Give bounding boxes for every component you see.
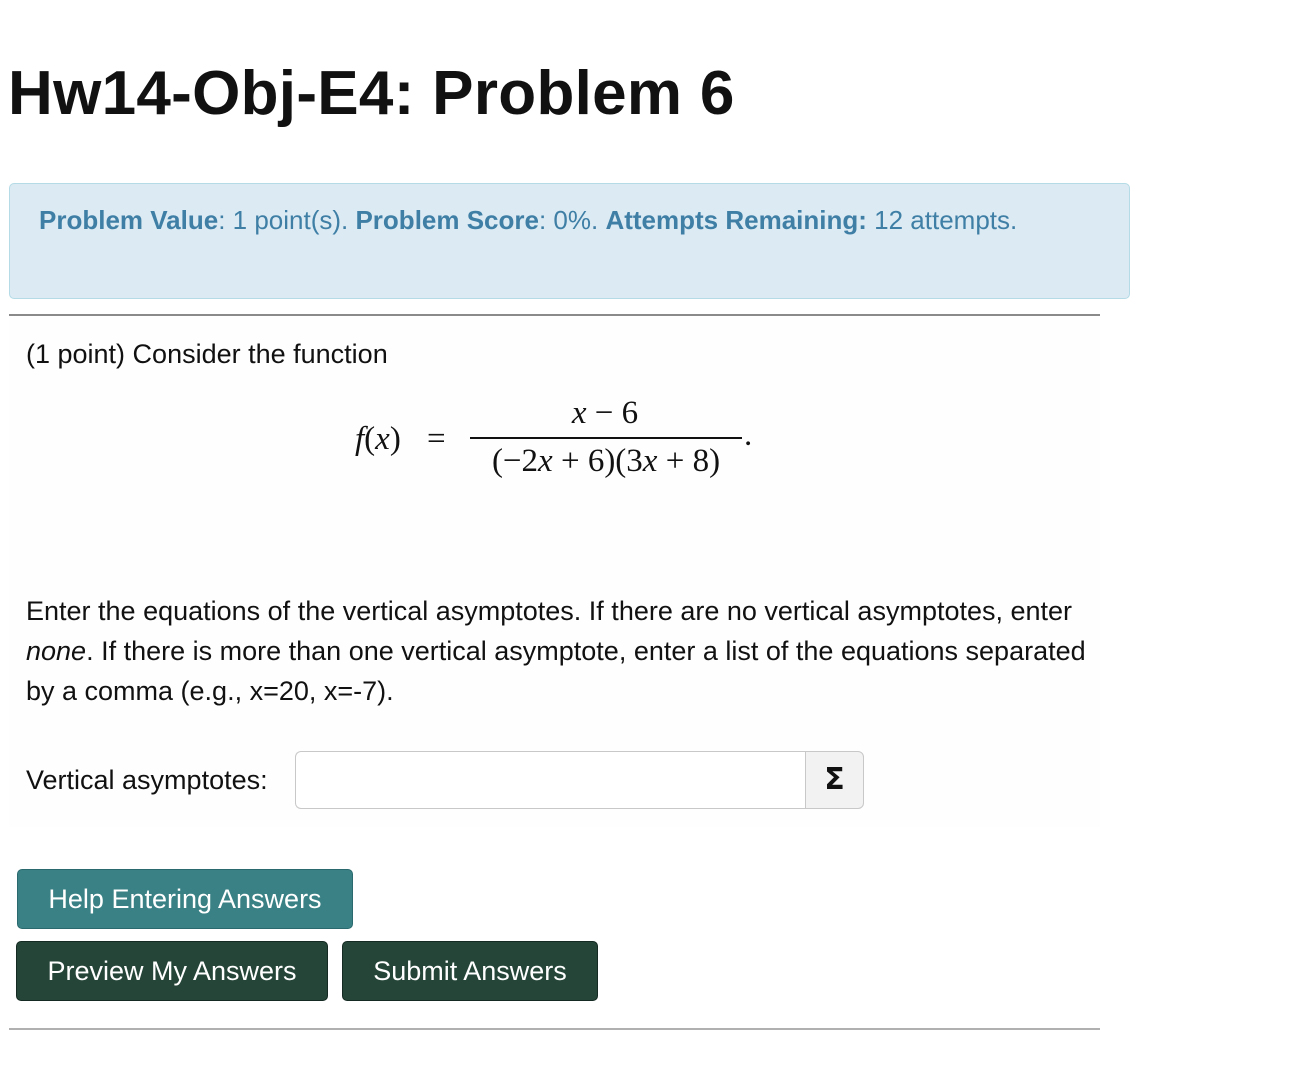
formula-lhs: [355, 421, 401, 458]
formula-fraction-bar: [470, 437, 742, 439]
preview-answers-button[interactable]: Preview My Answers: [16, 941, 328, 1001]
formula-lhs-close: ): [389, 421, 401, 457]
formula-lhs-f: f: [355, 421, 365, 457]
formula-lhs-x: x: [375, 421, 390, 457]
formula-numerator-rest: − 6: [586, 395, 639, 431]
problem-divider: [9, 314, 1100, 316]
formula-denominator-a: (−2: [491, 443, 539, 479]
instructions-none: none: [26, 636, 87, 666]
sigma-icon: Σ: [824, 762, 845, 797]
formula-denominator: [470, 443, 742, 480]
problem-score-text: : 0%.: [538, 205, 606, 235]
bottom-divider: [9, 1028, 1100, 1030]
page-title: Hw14-Obj-E4: Problem 6: [8, 59, 735, 128]
help-entering-answers-button[interactable]: Help Entering Answers: [17, 869, 353, 929]
formula-denominator-b: + 6)(3: [552, 443, 643, 479]
formula-equals: =: [427, 421, 446, 457]
problem-instructions: [26, 591, 1086, 711]
attempts-remaining-text: 12 attempts.: [866, 205, 1018, 235]
problem-info-box: [9, 183, 1130, 299]
instructions-part1: Enter the equations of the vertical asymptotes. If there are no vertical asymptotes, enter: [26, 596, 1073, 626]
submit-answers-button[interactable]: Submit Answers: [342, 941, 598, 1001]
attempts-remaining-label: Attempts Remaining:: [605, 205, 867, 235]
formula-denominator-x1: x: [538, 443, 553, 479]
formula-denominator-c: + 8): [657, 443, 721, 479]
instructions-part2: . If there is more than one vertical asymptote, enter a list of the equations separated by a comma (e.g., x=20, x=-7).: [26, 636, 1086, 706]
problem-score-label: Problem Score: [355, 205, 539, 235]
equation-editor-button[interactable]: [805, 751, 864, 809]
problem-value-text: : 1 point(s).: [218, 205, 356, 235]
problem-value-label: Problem Value: [39, 205, 219, 235]
formula-trailing-period: .: [744, 417, 753, 453]
formula-numerator-x: x: [571, 395, 587, 431]
vertical-asymptotes-input[interactable]: [295, 751, 805, 809]
formula-denominator-x2: x: [642, 443, 658, 479]
formula-numerator: [470, 395, 740, 432]
formula-lhs-open: (: [364, 421, 376, 457]
problem-intro: (1 point) Consider the function: [26, 339, 388, 369]
function-formula: [355, 395, 775, 490]
vertical-asymptotes-label: Vertical asymptotes:: [26, 765, 268, 795]
